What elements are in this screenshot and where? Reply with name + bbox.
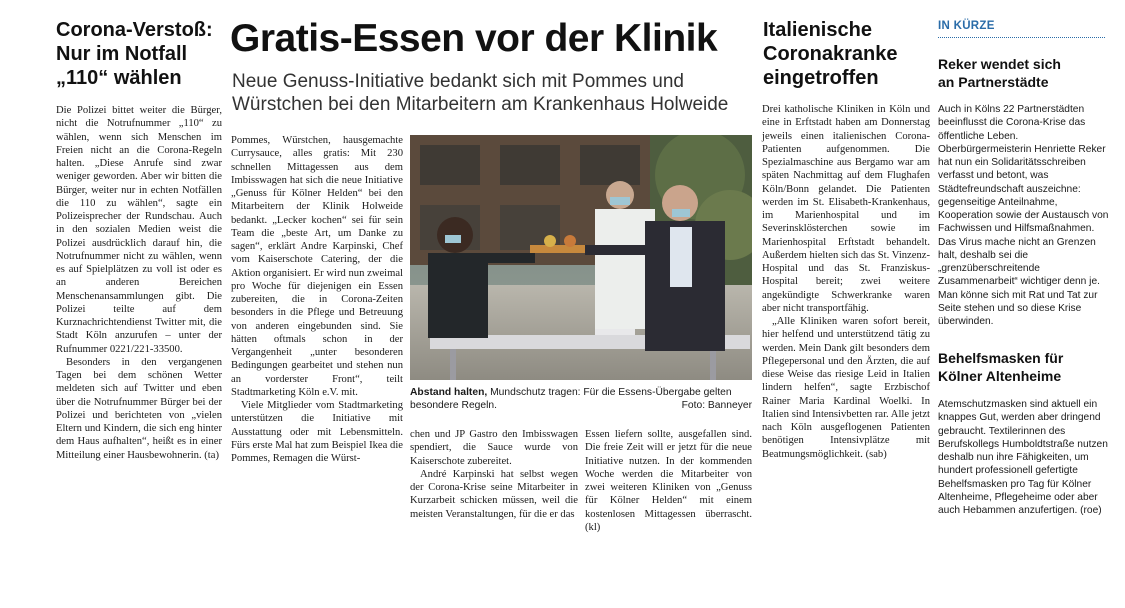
right-article-headline (763, 18, 928, 90)
main-col3-paragraph-1: Essen liefern sollte, ausgefallen sind. Die freie Zeit will er jetzt für die neue Initiative nutzen. In der kommenden Woche werden die Mitarbeiter von zwei weiteren Kliniken von „Genuss für Kölner Helden“ mit einem kostenlosen Mittagessen überrascht. (kl) (585, 429, 752, 533)
kurz-item1-headline-line-2: an Partnerstädte (938, 74, 1049, 90)
main-column-1 (231, 134, 403, 465)
kurz-item1-headline-line-1: Reker wendet sich (938, 56, 1061, 72)
left-article-body (56, 104, 222, 462)
in-kuerze-label: IN KÜRZE (938, 20, 995, 32)
kurz-item2-text: Atemschutzmasken sind aktuell ein knappes Gut, werden aber dringend gebraucht. Textilerinnen des Berufskollegs Humboldtstraße nutzen deshalb nun ihre Fähigkeiten, um hundert professionell gefertigte Behelfsmasken pro Tag für Kölner Altenheime, Pflegeheime oder aber auch Hebammen anzufertigen. (roe) (938, 399, 1108, 516)
kurz-item1-headline (938, 55, 1108, 91)
right-headline-line-2: Coronakranke (763, 43, 898, 65)
right-paragraph-2: „Alle Kliniken waren sofort bereit, hier helfend und unterstützend tätig zu werden. Mein Dank gilt besonders dem Pflegepersonal und den Ärzten, die auf diese Weise das riesige Leid in Italien lindern helfen“, sagte Erzbischof Rainer Maria Kardinal Woelki. In Italien sind Intensivbetten rar. Alle jetzt nach Köln ausgeflogenen Patienten benötigen Intensivplätze mit Beatmungsmöglichkeit. (sab) (762, 316, 930, 460)
caption-text: Mundschutz tragen: Für die Essens-Übergabe gelten besondere Regeln. (410, 387, 732, 411)
main-col2-paragraph-1: chen und JP Gastro den Imbisswagen spendiert, die Sauce wurde von Kaiserschote zubereitet. (410, 429, 578, 467)
main-col2-paragraph-2: André Karpinski hat selbst wegen der Corona-Krise seine Mitarbeiter in Kurzarbeit schicken müssen, weil die meisten Veranstaltungen, für die er das (410, 468, 578, 520)
left-headline-line-1: Corona-Verstoß: (56, 19, 213, 41)
right-headline-line-1: Italienische (763, 19, 872, 41)
left-headline-line-3: „110“ wählen (56, 67, 182, 89)
kurz-item2-headline-line-1: Behelfsmasken für (938, 350, 1064, 366)
main-col1-paragraph-2: Viele Mitglieder vom Stadtmarketing unterstützen die Initiative mit Ausstattung oder mit Lebensmitteln. Fürs erste Mal hat zum Beispiel Ikea die Pommes, Remagen die Würst- (231, 400, 403, 464)
subheadline-line-1: Neue Genuss-Initiative bedankt sich mit Pommes und (232, 71, 684, 92)
article-photo (410, 135, 752, 380)
right-paragraph-1: Drei katholische Kliniken in Köln und eine in Erftstadt haben am Donnerstag jeweils einen italienischen Corona-Patienten aufgenommen. Die Spezialmaschine aus Bergamo war am späten Nachmittag auf dem Flughafen Köln/Bonn gelandet. Die Patienten werden im St. Elisabeth-Krankenhaus, im Marienhospital und im Severinsklösterchen sowie im Marienhospital Erftstadt behandelt. Außerdem hielten sich das St. Vinzenz-Hospital und das St. Franziskus-Hospital bereit; zwei weitere angekündigte Schwerkranke waren aber nicht transportfähig. (762, 104, 930, 314)
right-headline-line-3: eingetroffen (763, 67, 879, 89)
kurz-item1-text: Auch in Kölns 22 Partnerstädten beeinflusst die Corona-Krise das öffentliche Leben. Oberbürgermeisterin Henriette Reker hat nun ein Solidaritätsschreiben verfasst und betont, was Städtefreundschaft auszeichne: gegenseitige Anteilnahme, Kooperation sowie der Austausch von Fachwissen und Hilfsmaßnahmen. Das Virus mache nicht an Grenzen halt, deshalb sei die „grenzüberschreitende Zusammenarbeit“ wichtiger denn je. Man könne sich mit Rat und Tat zur Seite stehen und so diese Krise überwinden. (938, 104, 1109, 327)
photo-credit: Foto: Banneyer (681, 400, 752, 411)
main-subheadline (232, 70, 752, 116)
left-paragraph-2: Besonders in den vergangenen Tagen bei dem schönen Wetter meldeten sich auf Twitter und eben über die Notrufnummer Bürger bei der Polizei und berichteten von „vielen Eltern und Kindern, die sich eng hinter dem Haus aufhalten“, heißt es in einer Mitteilung einer Hausbewohnerin. (ta) (56, 356, 222, 461)
caption-bold-lead: Abstand halten, (410, 387, 488, 398)
kurz-item2-headline-line-2: Kölner Altenheime (938, 368, 1062, 384)
left-paragraph-1: Die Polizei bittet weiter die Bürger, nicht die Notrufnummer „110“ zu wählen, wenn sich Menschen im Freien nicht an die Corona-Regeln halten. „Diese Anrufe sind zwar weniger geworden. Aber wir bitten die Bürger, weiter nur in echten Notfällen die 110 zu wählen“, sagte ein Polizeisprecher der Rundschau. Auch in den sozialen Medien weist die Polizei ausdrücklich darauf hin, die Notrufnummer nicht zu wählen, wenn es auf Spielplätzen zu voll ist oder es an anderen Bereichen Menschenansammlungen gibt. Die Polizei teilte auf dem Kurznachrichtendienst Twitter mit, die Stadt Köln anzurufen – unter der Rufnummer 0221/221-33500. (56, 105, 222, 355)
in-kuerze-divider (938, 37, 1105, 38)
main-headline: Gratis-Essen vor der Klinik (230, 17, 718, 60)
main-column-2 (410, 428, 578, 521)
left-headline-line-2: Nur im Notfall (56, 43, 188, 65)
right-article-body (762, 103, 930, 461)
kurz-item2-headline (938, 349, 1108, 385)
main-col1-paragraph-1: Pommes, Würstchen, hausgemachte Currysauce, alles gratis: Mit 230 schnellen Mittagessen aus dem Imbisswagen hat sich die neue Initiative „Genuss für Kölner Helden“ bei den Mitarbeitern der Klinik Holweide bedankt. „Lecker kochen“ sei für sein Team die „beste Art, um Danke zu sagen“, erklärt Andre Karpinski, Chef vom Kaiserschote Catering, der die Aktion organisiert. Er wird nun zweimal pro Woche für diejenigen ein Essen zubereiten, die in Corona-Zeiten besonders in die Pflege und Betreuung von anderen eingebunden sind. Sie hätten oftmals schon in der Vergangenheit „unter besonderen Bedingungen gearbeitet und stehen nun an vorderster Front“, teilt Stadtmarketing Köln e.V. mit. (231, 135, 403, 398)
photo-caption (410, 386, 752, 412)
left-article-headline (56, 18, 226, 90)
subheadline-line-2: Würstchen bei den Mitarbeitern am Krankenhaus Holweide (232, 94, 729, 115)
main-column-3 (585, 428, 752, 534)
